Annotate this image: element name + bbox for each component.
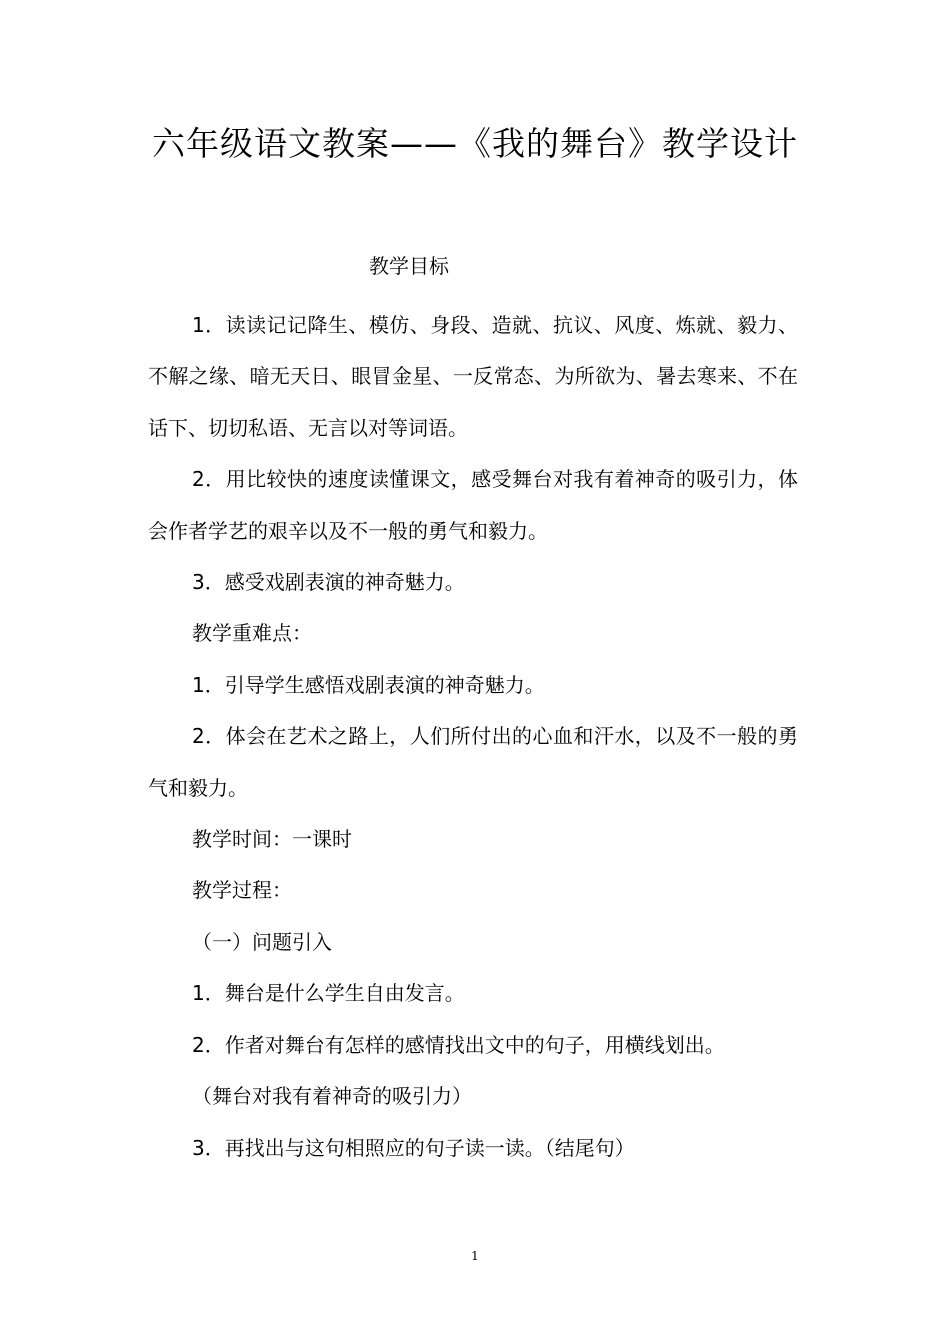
paragraph-question-1: 1．舞台是什么学生自由发言。 (192, 981, 465, 1006)
paragraph-teaching-process: 教学过程： (192, 878, 292, 903)
paragraph-goal-2: 2．用比较快的速度读懂课文，感受舞台对我有着神奇的吸引力，体会作者学艺的艰辛以及不一般的勇气和毅力。 (148, 467, 798, 543)
document-body (148, 300, 798, 1174)
paragraph-step-intro: （一）问题引入 (192, 929, 332, 954)
paragraph-answer-2: （舞台对我有着神奇的吸引力） (192, 1084, 472, 1109)
paragraph-key-points-heading: 教学重难点： (192, 621, 312, 646)
paragraph-key-point-1: 1．引导学生感悟戏剧表演的神奇魅力。 (192, 672, 545, 697)
paragraph-goal-1: 1．读读记记降生、模仿、身段、造就、抗议、风度、炼就、毅力、不解之缘、暗无天日、眼冒金星、一反常态、为所欲为、暑去寒来、不在话下、切切私语、无言以对等词语。 (148, 313, 798, 440)
paragraph-question-2: 2．作者对舞台有怎样的感情找出文中的句子，用横线划出。 (192, 1032, 725, 1057)
section-heading-teaching-goals: 教学目标 (369, 254, 449, 278)
paragraph-goal-3: 3．感受戏剧表演的神奇魅力。 (192, 570, 465, 595)
paragraph-key-point-2: 2．体会在艺术之路上，人们所付出的心血和汗水，以及不一般的勇气和毅力。 (148, 724, 798, 800)
paragraph-teaching-time: 教学时间：一课时 (192, 827, 352, 852)
page-number: 1 (471, 1249, 479, 1263)
paragraph-question-3: 3．再找出与这句相照应的句子读一读。（结尾句） (192, 1135, 635, 1160)
document-title: 六年级语文教案——《我的舞台》教学设计 (152, 124, 798, 163)
